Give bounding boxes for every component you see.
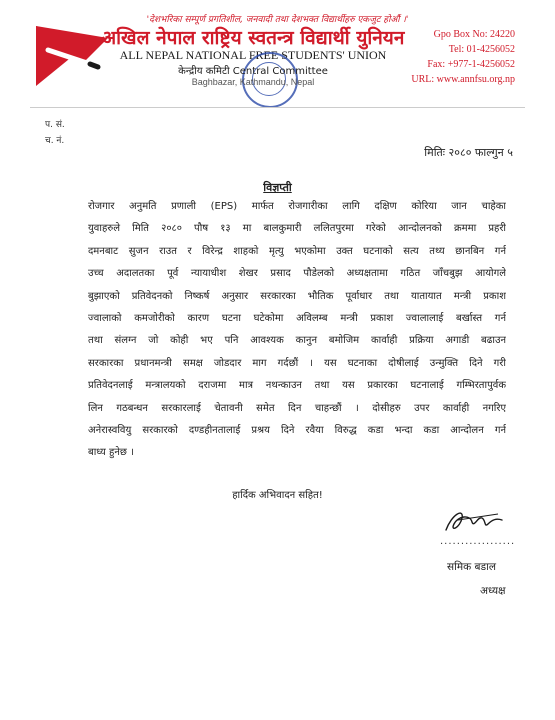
body-line: लिन गठबन्धन सरकारलाई चेतावनी समेत दिन चाहन्छौं । दोसीहरु उपर कार्वाही नगरिए [88,402,506,414]
body-line: अनेरास्ववियु सरकारको दण्डहीनतालाई प्रश्रय दिने रवैया विरुद्ध कडा भन्दा कडा आन्दोलन गर्न [88,425,506,437]
body-line: बुझाएको प्रतिवेदनको निष्कर्ष अनुसार सरकारका भौतिक पूर्वाधार तथा यातायात मन्त्री प्रकाश [88,290,506,302]
letter-heading: विज्ञप्ती [263,181,292,194]
body-line: रोजगार अनुमति प्रणाली (EPS) मार्फत रोजगारीका लागि दक्षिण कोरिया जान चाहेका [88,201,506,212]
reference-chn: च. नं. [45,136,65,146]
organization-address: Baghbazar, Kathmandu, Nepal [191,77,315,87]
body-line: युवाहरुले मिति २०८० पौष १३ मा बालकुमारी ललितपुरमा गरेको आन्दोलनको क्रममा प्रहरी [88,223,506,235]
body-line: उच्च अदालतका पूर्व न्यायाधीश शेखर प्रसाद पौडेलको अध्यक्षतामा गठित जाँचबुझ आयोगले [88,268,506,280]
contact-tel: Tel: 01-4256052 [448,44,515,55]
reference-ps: प. सं. [45,120,65,130]
reference-block [45,117,65,149]
body-line: प्रतिवेदनलाई मन्त्रालयको दराजमा मात्र नथन्काउन तथा यस प्रकारका घटनालाई गम्भिरतापुर्वक [88,380,506,392]
body-line: दमनबाट सुजन राउत र विरेन्द्र शाहको मृत्यु भएकोमा उक्त घटनाको सत्य तथ्य छानबिन गर्न [88,245,506,257]
closing-greeting: हार्दिक अभिवादन सहित! [232,490,323,501]
letterhead-tagline: 'देशभरिका सम्पूर्ण प्रगतिशील, जनवादी तथा देशभक्त विद्यार्थीहरु एकजुट होऔं ।' [146,15,409,25]
body-line: सरकारका प्रधानमन्त्री समक्ष जोडदार माग गर्दछौं । यस घटनाका दोषीलाई उन्मुक्ति दिने गरी [88,357,506,369]
contact-block [375,27,515,87]
letter-body [88,196,506,465]
letter-date: मितिः २०८० फाल्गुन ५ [424,146,513,159]
body-line: ज्वालाको कमजोरीको कारण घटना घटेकोमा अविलम्ब मन्त्री प्रकाश ज्वालालाई बर्खास्त गर्न [88,313,506,325]
body-line: बाध्य हुनेछ । [88,447,134,459]
signatory-name: समिक बडाल [447,561,496,573]
handwritten-signature [440,500,510,540]
contact-url: URL: www.annfsu.org.np [411,74,515,85]
organization-name-english: ALL NEPAL NATIONAL FREE STUDENTS' UNION [119,48,387,62]
committee-name: केन्द्रीय कमिटी Central Committee [178,66,328,77]
contact-pobox: Gpo Box No: 24220 [433,29,515,40]
signature-line: .................. [440,536,516,547]
letterhead-divider [30,107,525,108]
organization-name-nepali: अखिल नेपाल राष्ट्रिय स्वतन्त्र विद्यार्थी युनियन [101,27,405,49]
contact-fax: Fax: +977-1-4256052 [427,59,515,70]
signatory-role: अध्यक्ष [480,585,506,597]
body-line: तथा संलग्न जो कोही भए पनि आवश्यक कानुन बमोजिम कार्वाही प्रक्रिया अगाडी बढाउन [88,335,506,347]
